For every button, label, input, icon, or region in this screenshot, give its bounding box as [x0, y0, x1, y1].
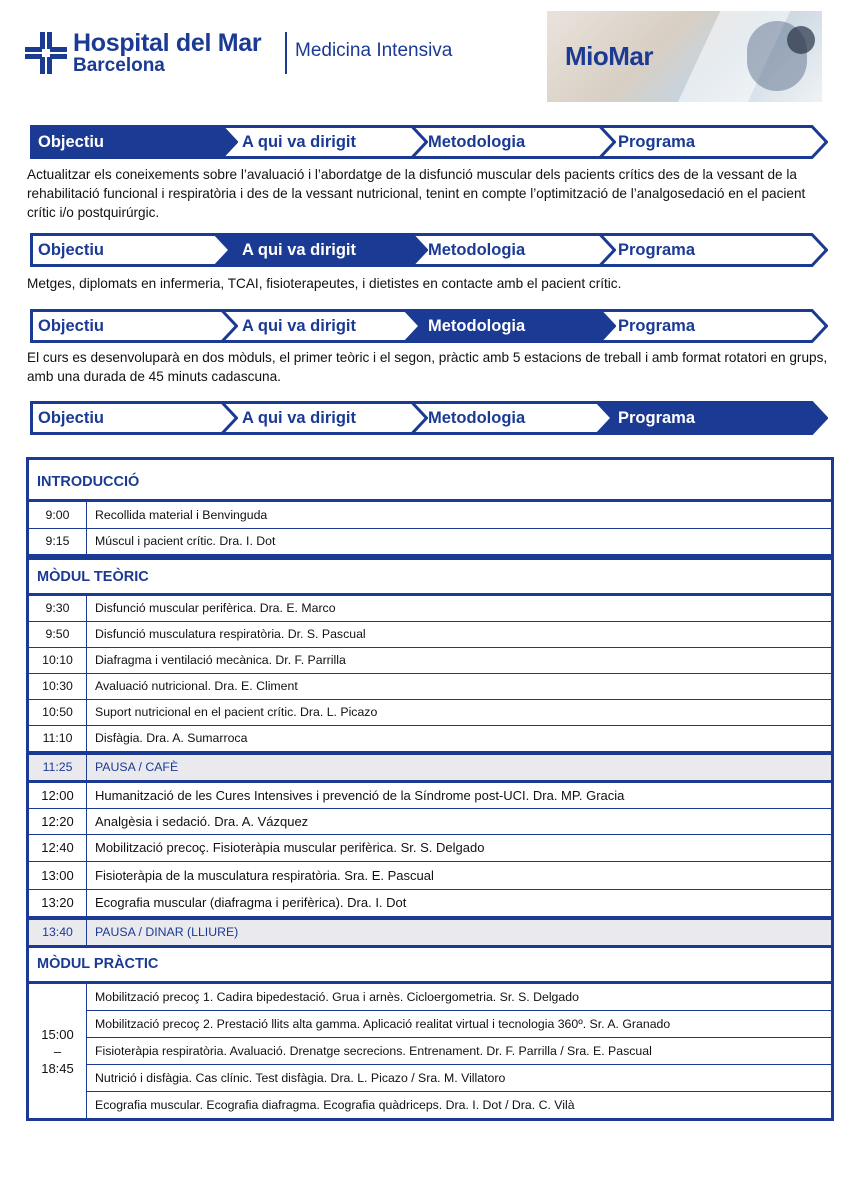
schedule-row	[29, 674, 831, 700]
schedule-row	[29, 502, 831, 529]
schedule-description: Avaluació nutricional. Dra. E. Climent	[95, 679, 298, 693]
schedule-time: 9:15	[29, 529, 87, 554]
pause-row-cafe	[29, 752, 831, 783]
practic-station-row: Nutrició i disfàgia. Cas clínic. Test disfàgia. Dra. L. Picazo / Sra. M. Villatoro	[87, 1065, 831, 1092]
tab-a-qui-va-dirigit[interactable]	[214, 401, 428, 435]
schedule-time: 13:20	[29, 890, 87, 916]
practic-station-row: Mobilització precoç 2. Prestació llits alta gamma. Aplicació realitat virtual i tecnologia 360º. Sr. A. Granado	[87, 1011, 831, 1038]
program-schedule	[26, 457, 834, 1121]
section-introduccio: INTRODUCCIÓ	[29, 460, 831, 502]
tab-label: Objectiu	[38, 133, 105, 151]
destinataris-text: Metges, diplomats en infermeria, TCAI, fisioterapeutes, i dietistes en contacte amb el pacient crític.	[27, 276, 622, 291]
schedule-time: 10:30	[29, 674, 87, 699]
tab-objectiu[interactable]	[30, 233, 238, 267]
schedule-row	[29, 726, 831, 752]
practic-station-row: Mobilització precoç 1. Cadira bipedestació. Grua i arnès. Cicloergometria. Sr. S. Delgado	[87, 984, 831, 1011]
tab-label: Metodologia	[428, 317, 526, 335]
tab-a-qui-va-dirigit[interactable]	[214, 309, 428, 343]
schedule-time: 12:00	[29, 783, 87, 808]
tab-objectiu[interactable]	[30, 125, 238, 159]
practic-time-end: 18:45	[41, 1060, 74, 1076]
practic-station-row: Fisioteràpia respiratòria. Avaluació. Drenatge secrecions. Entrenament. Dr. F. Parrilla / Sra. E. Pascual	[87, 1038, 831, 1065]
tab-a-qui-va-dirigit[interactable]	[214, 233, 428, 267]
tab-label: Metodologia	[428, 409, 526, 427]
logo-name: Hospital del Mar	[73, 29, 262, 57]
schedule-row	[29, 622, 831, 648]
schedule-description: Suport nutricional en el pacient crític. Dra. L. Picazo	[95, 705, 378, 719]
banner-photo-head	[787, 26, 815, 54]
tab-label: A qui va dirigit	[242, 409, 356, 427]
tab-label: Programa	[618, 241, 696, 259]
tab-label: Objectiu	[38, 409, 105, 427]
objectiu-text: Actualitzar els coneixements sobre l’avaluació i l’abordatge de la disfunció muscular dels pacients crítics des de la vessant de la rehabilitació funcional i respiratòria i des de la vessant nutricional, tenint en compte l’optimització de l’analgosedació en el pacient crític i/o postquirúrgic.	[27, 167, 806, 220]
tab-label: A qui va dirigit	[242, 317, 356, 335]
schedule-time: 9:00	[29, 502, 87, 528]
pause-label: PAUSA / DINAR (LLIURE)	[95, 925, 239, 939]
tab-label: Metodologia	[428, 133, 526, 151]
tab-label: Metodologia	[428, 241, 526, 259]
miomar-banner	[547, 11, 822, 102]
tab-label: A qui va dirigit	[242, 241, 356, 259]
pause-label: PAUSA / CAFÈ	[95, 760, 179, 774]
schedule-time: 9:30	[29, 596, 87, 621]
tab-label: Programa	[618, 317, 696, 335]
schedule-row	[29, 783, 831, 809]
schedule-row	[29, 809, 831, 835]
schedule-time: 10:10	[29, 648, 87, 673]
schedule-description: Humanització de les Cures Intensives i prevenció de la Síndrome post-UCI. Dra. MP. Gracia	[95, 788, 625, 803]
tab-programa[interactable]	[596, 233, 828, 267]
tab-label: A qui va dirigit	[242, 133, 356, 151]
schedule-time: 12:40	[29, 835, 87, 861]
section-modul-teoric: MÒDUL TEÒRIC	[29, 557, 831, 596]
schedule-row	[29, 862, 831, 890]
schedule-description: Múscul i pacient crític. Dra. I. Dot	[95, 534, 276, 548]
metodologia-text: El curs es desenvoluparà en dos mòduls, el primer teòric i el segon, pràctic amb 5 estacions de treball i amb format rotatori en grups, amb una durada de 45 minuts cadascuna.	[27, 350, 828, 384]
pause-row-dinar	[29, 917, 831, 948]
schedule-row	[29, 700, 831, 726]
pause-time: 11:25	[29, 755, 87, 780]
schedule-row	[29, 835, 831, 862]
schedule-time: 11:10	[29, 726, 87, 751]
tab-label: Objectiu	[38, 317, 105, 335]
tab-label: Objectiu	[38, 241, 105, 259]
tab-label: Programa	[618, 409, 696, 427]
schedule-description: Fisioteràpia de la musculatura respiratòria. Sra. E. Pascual	[95, 868, 434, 883]
schedule-row	[29, 890, 831, 917]
practic-time	[29, 984, 87, 1118]
tab-metodologia[interactable]	[404, 125, 616, 159]
schedule-description: Disfunció muscular perifèrica. Dra. E. Marco	[95, 601, 336, 615]
tab-bar-a-qui-va-dirigit	[30, 233, 830, 267]
schedule-description: Mobilització precoç. Fisioteràpia muscular perifèrica. Sr. S. Delgado	[95, 840, 485, 855]
tab-programa[interactable]	[596, 309, 828, 343]
schedule-time: 12:20	[29, 809, 87, 834]
tab-metodologia[interactable]	[404, 401, 616, 435]
schedule-row	[29, 529, 831, 557]
tab-programa[interactable]	[596, 125, 828, 159]
tab-label: Programa	[618, 133, 696, 151]
practic-time-start: 15:00	[41, 1026, 74, 1042]
schedule-row	[29, 648, 831, 674]
practic-time-dash: –	[53, 1043, 62, 1059]
department-name: Medicina Intensiva	[295, 40, 453, 61]
schedule-description: Disfunció musculatura respiratòria. Dr. S. Pascual	[95, 627, 366, 641]
logo-divider	[285, 32, 287, 74]
tab-objectiu[interactable]	[30, 401, 238, 435]
schedule-description: Disfàgia. Dra. A. Sumarroca	[95, 731, 248, 745]
section-modul-practic: MÒDUL PRÀCTIC	[29, 948, 831, 984]
tab-metodologia[interactable]	[404, 233, 616, 267]
practic-block	[29, 984, 831, 1118]
schedule-row	[29, 596, 831, 622]
hospital-logo	[25, 28, 453, 78]
schedule-time: 9:50	[29, 622, 87, 647]
tab-bar-objectiu	[30, 125, 830, 159]
tab-a-qui-va-dirigit[interactable]	[214, 125, 428, 159]
tab-bar-programa	[30, 401, 830, 435]
schedule-time: 10:50	[29, 700, 87, 725]
schedule-description: Analgèsia i sedació. Dra. A. Vázquez	[95, 814, 309, 829]
pause-time: 13:40	[29, 920, 87, 945]
hospital-cross-icon	[25, 32, 67, 74]
tab-objectiu[interactable]	[30, 309, 238, 343]
schedule-description: Ecografia muscular (diafragma i perifèrica). Dra. I. Dot	[95, 895, 407, 910]
banner-title: MioMar	[565, 41, 653, 71]
tab-bar-metodologia	[30, 309, 830, 343]
tab-metodologia[interactable]	[404, 309, 616, 343]
tab-programa[interactable]	[596, 401, 828, 435]
schedule-description: Recollida material i Benvinguda	[95, 508, 268, 522]
logo-city: Barcelona	[73, 55, 165, 76]
schedule-description: Diafragma i ventilació mecànica. Dr. F. Parrilla	[95, 653, 346, 667]
practic-station-row: Ecografia muscular. Ecografia diafragma. Ecografia quàdriceps. Dra. I. Dot / Dra. C. Vilà	[95, 1098, 575, 1112]
schedule-time: 13:00	[29, 862, 87, 889]
